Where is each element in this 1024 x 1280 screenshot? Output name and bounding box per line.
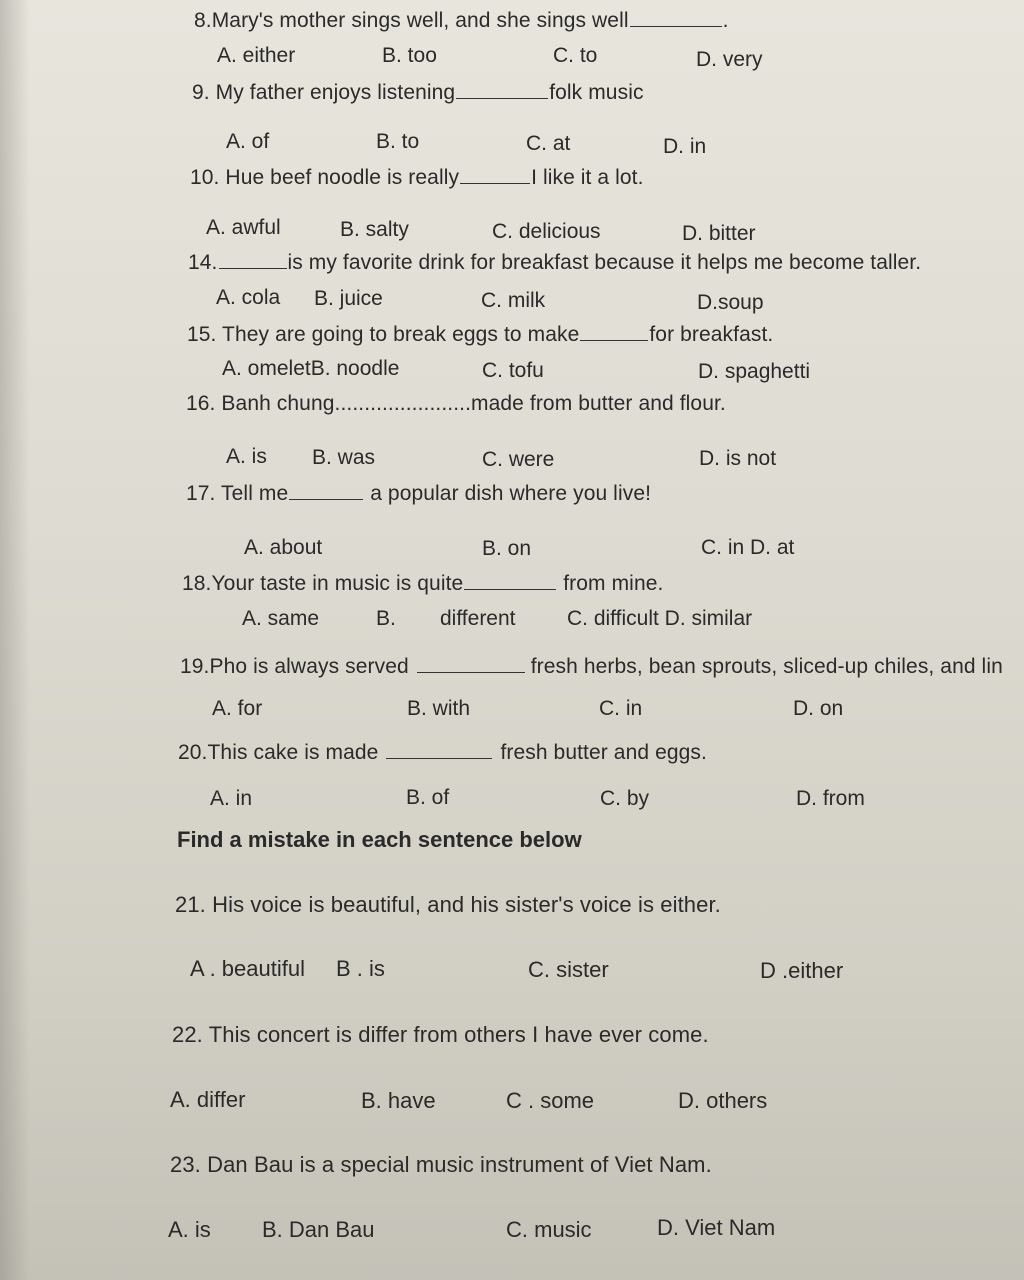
option-a[interactable]: A. awful bbox=[206, 216, 281, 239]
option-c[interactable]: C. milk bbox=[481, 289, 546, 312]
option-d[interactable]: D. from bbox=[796, 787, 865, 810]
question-23: 23. Dan Bau is a special music instrument of Viet Nam. bbox=[170, 1152, 712, 1177]
option-a[interactable]: A . beautiful bbox=[190, 956, 305, 981]
question-text: from mine. bbox=[557, 572, 664, 595]
option-a[interactable]: A. cola bbox=[216, 286, 281, 309]
page-edge-shadow bbox=[0, 0, 30, 1280]
question-8 bbox=[194, 8, 729, 33]
answer-blank[interactable] bbox=[386, 740, 492, 759]
option-d[interactable]: D. is not bbox=[699, 447, 777, 470]
question-text: 16. Banh chung.......................made from butter and flour. bbox=[186, 392, 726, 415]
question-text: fresh butter and eggs. bbox=[500, 741, 707, 764]
option-b[interactable]: B. juice bbox=[314, 287, 383, 310]
option-c[interactable]: C. by bbox=[600, 787, 650, 810]
option-b[interactable]: B. salty bbox=[340, 218, 409, 241]
option-c[interactable]: C. to bbox=[553, 44, 598, 67]
option-c[interactable]: C. music bbox=[506, 1217, 592, 1242]
option-c[interactable]: C . some bbox=[506, 1088, 595, 1113]
question-text: 17. Tell me bbox=[186, 482, 289, 505]
question-text: 20.This cake is made bbox=[178, 741, 379, 764]
question-10 bbox=[190, 165, 644, 190]
question-text: is my favorite drink for breakfast because it helps me become taller. bbox=[287, 251, 922, 274]
option-c[interactable]: C. were bbox=[482, 448, 555, 471]
question-20 bbox=[178, 740, 707, 765]
question-text: 19.Pho is always served bbox=[180, 655, 409, 678]
option-a[interactable]: A. either bbox=[217, 44, 296, 67]
option-d[interactable]: D. on bbox=[793, 697, 844, 720]
question-16 bbox=[186, 392, 726, 416]
question-text: 14. bbox=[188, 251, 218, 274]
option-a[interactable]: A. about bbox=[244, 536, 323, 559]
question-text: for breakfast. bbox=[649, 323, 774, 346]
option-d[interactable]: D. in bbox=[663, 135, 707, 158]
question-22: 22. This concert is differ from others I have ever come. bbox=[172, 1022, 709, 1047]
answer-blank[interactable] bbox=[464, 571, 556, 590]
option-d[interactable]: D.soup bbox=[697, 291, 764, 314]
option-b[interactable]: B. was bbox=[312, 446, 376, 469]
option-b[interactable]: B. Dan Bau bbox=[262, 1217, 375, 1242]
option-c-d[interactable]: C. in D. at bbox=[701, 536, 795, 559]
answer-blank[interactable] bbox=[289, 481, 363, 500]
option-b[interactable]: B . is bbox=[336, 956, 385, 981]
answer-blank[interactable] bbox=[417, 654, 525, 673]
question-text: 18.Your taste in music is quite bbox=[182, 572, 464, 595]
option-a[interactable]: A. is bbox=[168, 1217, 211, 1242]
option-a[interactable]: A. differ bbox=[170, 1087, 246, 1112]
option-c[interactable]: C. tofu bbox=[482, 359, 544, 382]
answer-blank[interactable] bbox=[460, 165, 530, 184]
option-b[interactable]: B. with bbox=[407, 697, 471, 720]
question-15 bbox=[187, 322, 773, 347]
answer-blank[interactable] bbox=[630, 8, 722, 27]
question-text: 10. Hue beef noodle is really bbox=[190, 166, 460, 189]
option-d[interactable]: D. others bbox=[678, 1088, 768, 1113]
answer-blank[interactable] bbox=[219, 250, 287, 269]
question-text: 9. My father enjoys listening bbox=[192, 81, 456, 104]
option-b[interactable]: B. too bbox=[382, 44, 437, 67]
option-c[interactable]: C. sister bbox=[528, 957, 609, 982]
answer-blank[interactable] bbox=[580, 322, 648, 341]
question-text: 8.Mary's mother sings well, and she sings well bbox=[194, 9, 629, 32]
question-21: 21. His voice is beautiful, and his sister's voice is either. bbox=[175, 892, 721, 917]
question-14 bbox=[188, 250, 921, 275]
question-text: I like it a lot. bbox=[531, 166, 644, 189]
option-c[interactable]: C. at bbox=[526, 132, 571, 155]
option-b[interactable]: B. on bbox=[482, 537, 532, 560]
option-a[interactable]: A. of bbox=[226, 130, 270, 153]
question-text: . bbox=[722, 9, 729, 32]
option-a[interactable]: A. is bbox=[226, 445, 267, 468]
question-text: a popular dish where you live! bbox=[364, 482, 652, 505]
question-17 bbox=[186, 481, 651, 506]
option-c[interactable]: C. delicious bbox=[492, 220, 601, 243]
option-d[interactable]: D .either bbox=[760, 958, 844, 983]
question-text: fresh herbs, bean sprouts, sliced-up chiles, and lin bbox=[530, 655, 1003, 678]
option-c[interactable]: C. in bbox=[599, 697, 643, 720]
section-heading: Find a mistake in each sentence below bbox=[177, 827, 582, 852]
option-b[interactable]: B. have bbox=[361, 1088, 436, 1113]
option-b[interactable]: B. bbox=[376, 607, 396, 630]
option-a[interactable]: A. same bbox=[242, 607, 320, 630]
option-a-b[interactable]: A. omeletB. noodle bbox=[222, 357, 400, 380]
option-d[interactable]: D. spaghetti bbox=[698, 360, 811, 383]
question-19 bbox=[180, 654, 1003, 679]
option-b-text[interactable]: different bbox=[440, 607, 516, 630]
option-d[interactable]: D. bitter bbox=[682, 222, 756, 245]
question-text: 15. They are going to break eggs to make bbox=[187, 323, 580, 346]
option-b[interactable]: B. to bbox=[376, 130, 420, 153]
question-text: folk music bbox=[549, 81, 644, 104]
option-d[interactable]: D. very bbox=[696, 48, 763, 71]
option-d[interactable]: D. Viet Nam bbox=[657, 1215, 776, 1240]
option-c-d[interactable]: C. difficult D. similar bbox=[567, 607, 753, 630]
answer-blank[interactable] bbox=[456, 80, 548, 99]
option-a[interactable]: A. for bbox=[212, 697, 263, 720]
option-b[interactable]: B. of bbox=[406, 786, 450, 809]
question-18 bbox=[182, 571, 663, 596]
option-a[interactable]: A. in bbox=[210, 787, 253, 810]
question-9 bbox=[192, 80, 644, 105]
